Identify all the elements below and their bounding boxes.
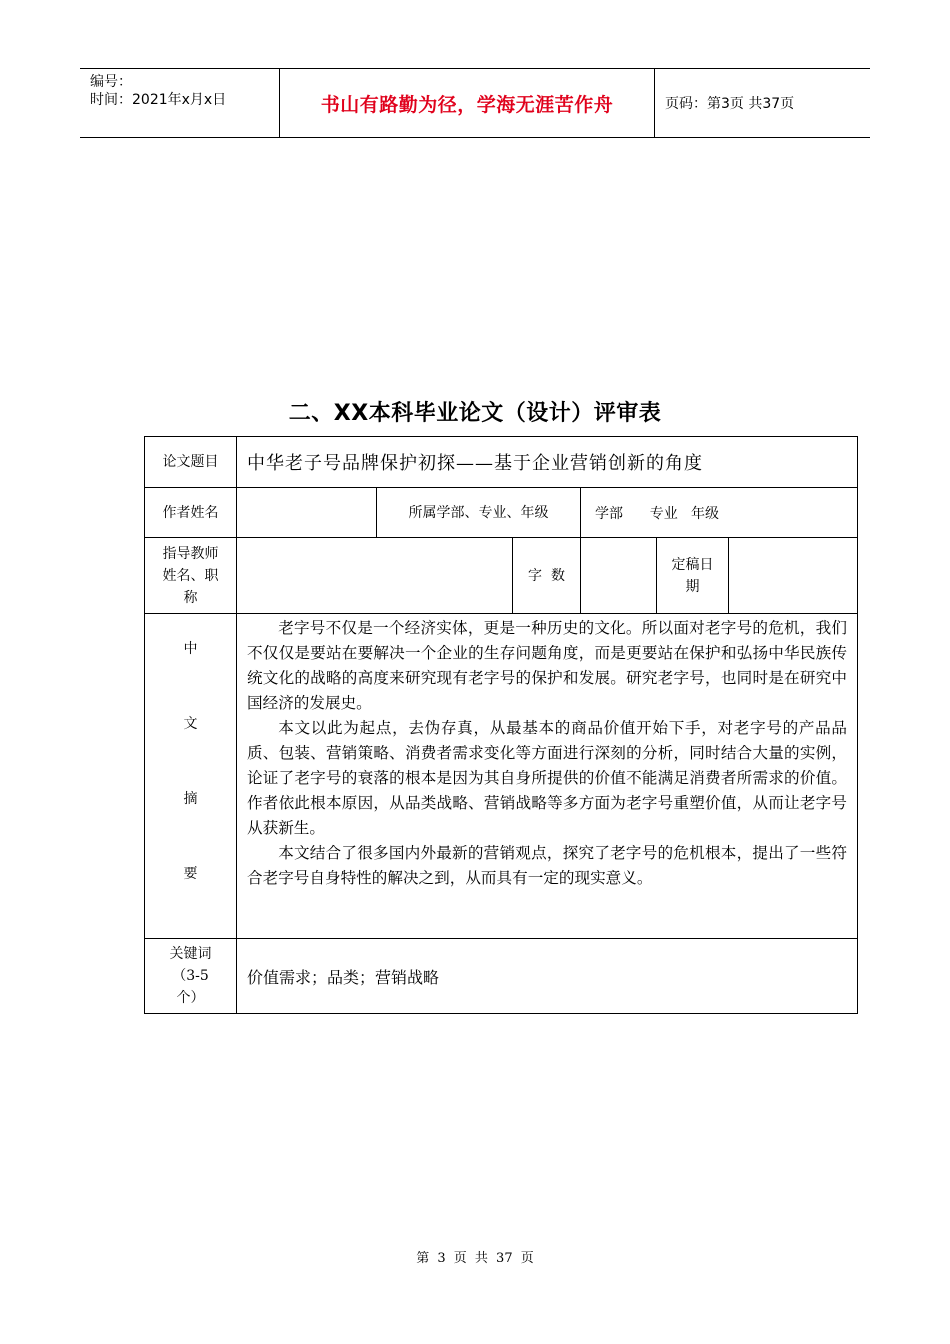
final-date-label-line2: 期 (685, 578, 700, 595)
keywords-label-line3: 个） (176, 990, 205, 1006)
keywords-label (145, 939, 237, 1014)
topic-label: 论文题目 (145, 437, 237, 488)
header-page-code: 页码：第3页 共37页 (665, 96, 795, 112)
final-date-value (729, 538, 858, 614)
abstract-paragraph: 本文以此为起点，去伪存真，从最基本的商品价值开始下手，对老字号的产品品质、包装、营销策略、消费者需求变化等方面进行深刻的分析，同时结合大量的实例，论证了老字号的衰落的根本是因为其自身所提供的价值不能满足消费者所需求的价值。作者依此根本原因，从品类战略、营销战略等多方面为老字号重塑价值，从而让老字号从获新生。 (247, 719, 848, 837)
header-motto: 书山有路勤为径，学海无涯苦作舟 (280, 69, 655, 137)
advisor-label (145, 538, 237, 614)
dept-value: 学部 专业 年级 (581, 488, 858, 538)
topic-value: 中华老子号品牌保护初探——基于企业营销创新的角度 (237, 437, 858, 488)
page-title: 二、XX本科毕业论文（设计）评审表 (288, 401, 662, 426)
wordcount-value (581, 538, 657, 614)
abstract-label (145, 614, 237, 939)
keywords-row (145, 939, 858, 1014)
abstract-label-char: 文 (183, 716, 198, 732)
abstract-content (237, 614, 858, 939)
author-row (145, 488, 858, 538)
abstract-label-char: 摘 (183, 791, 198, 807)
advisor-value (237, 538, 513, 614)
keywords-value: 价值需求；品类；营销战略 (237, 939, 858, 1014)
abstract-label-char: 要 (183, 866, 198, 882)
dept-label: 所属学部、专业、年级 (377, 488, 581, 538)
advisor-row (145, 538, 858, 614)
topic-row (145, 437, 858, 488)
advisor-label-line3: 称 (183, 589, 198, 606)
number-label: 编号： (90, 74, 132, 90)
time-label: 时间：2021年x月x日 (90, 92, 227, 108)
author-label: 作者姓名 (145, 488, 237, 538)
review-form-table (144, 436, 858, 1014)
document-header (80, 68, 870, 138)
keywords-label-line2: （3-5 (172, 968, 209, 984)
final-date-label-line1: 定稿日 (671, 556, 714, 573)
advisor-label-line2: 姓名、职 (162, 567, 219, 584)
abstract-paragraph: 本文结合了很多国内外最新的营销观点，探究了老字号的危机根本，提出了一些符合老字号自身特性的解决之到，从而具有一定的现实意义。 (247, 844, 848, 887)
wordcount-label: 字 数 (513, 538, 581, 614)
abstract-label-char: 中 (183, 641, 198, 657)
keywords-label-line1: 关键词 (169, 946, 212, 962)
author-value (237, 488, 377, 538)
advisor-label-line1: 指导教师 (162, 545, 219, 562)
header-meta (80, 69, 280, 137)
page-footer: 第 3 页 共 37 页 (416, 1251, 534, 1266)
abstract-row (145, 614, 858, 939)
final-date-label (657, 538, 729, 614)
abstract-paragraph: 老字号不仅是一个经济实体，更是一种历史的文化。所以面对老字号的危机，我们不仅仅是要站在要解决一个企业的生存问题角度，而是更要站在保护和弘扬中华民族传统文化的战略的高度来研究现有老字号的保护和发展。研究老字号，也同时是在研究中国经济的发展史。 (247, 619, 848, 712)
